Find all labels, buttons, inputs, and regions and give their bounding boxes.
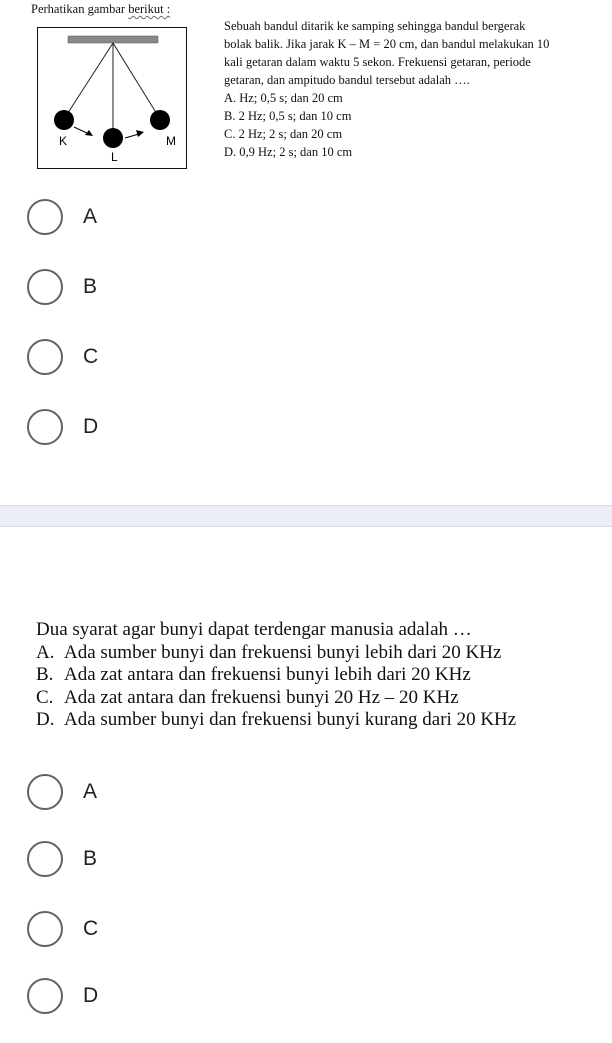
choice-a[interactable]	[0, 756, 612, 828]
question-2-option-c: C. Ada zat antara dan frekuensi bunyi 20 Hz – 20 KHz	[36, 686, 459, 708]
intro-underlined-text: berikut :	[128, 2, 171, 16]
radio-button-icon[interactable]	[27, 978, 63, 1014]
radio-button-icon[interactable]	[27, 199, 63, 235]
question-1-intro	[31, 2, 170, 16]
question-1-line: getaran, dan ampitudo bandul tersebut adalah ….	[224, 73, 470, 87]
choice-a[interactable]	[0, 181, 612, 253]
choice-c[interactable]	[0, 321, 612, 393]
pendulum-figure	[37, 27, 187, 169]
question-2-option-d: D. Ada sumber bunyi dan frekuensi bunyi kurang dari 20 KHz	[36, 709, 517, 730]
choice-label: B	[83, 275, 98, 298]
choice-label: B	[83, 847, 98, 870]
choice-d[interactable]	[0, 960, 612, 1032]
choice-label: D	[83, 984, 99, 1007]
question-divider	[0, 505, 612, 527]
choice-c[interactable]	[0, 893, 612, 965]
bob-l	[103, 128, 123, 148]
question-1-option-c: C. 2 Hz; 2 s; dan 20 cm	[224, 127, 343, 141]
question-2-option-b: B. Ada zat antara dan frekuensi bunyi lebih dari 20 KHz	[36, 664, 471, 685]
radio-button-icon[interactable]	[27, 339, 63, 375]
choice-b[interactable]	[0, 251, 612, 323]
question-1-text	[224, 17, 604, 161]
arrow-m-head	[136, 130, 144, 137]
choice-label: A	[83, 205, 98, 228]
string-k	[64, 43, 113, 119]
intro-text: Perhatikan gambar	[31, 2, 126, 16]
choice-d[interactable]	[0, 391, 612, 463]
radio-button-icon[interactable]	[27, 911, 63, 947]
question-1-line: bolak balik. Jika jarak K – M = 20 cm, dan bandul melakukan 10	[224, 37, 550, 51]
radio-button-icon[interactable]	[27, 774, 63, 810]
label-m: M	[166, 134, 176, 148]
radio-button-icon[interactable]	[27, 409, 63, 445]
question-2-text	[36, 619, 606, 732]
label-k: K	[59, 134, 68, 148]
radio-button-icon[interactable]	[27, 269, 63, 305]
label-l: L	[111, 150, 118, 164]
question-1-line: Sebuah bandul ditarik ke samping sehingga bandul bergerak	[224, 19, 526, 33]
bob-k	[54, 110, 74, 130]
question-1-option-d: D. 0,9 Hz; 2 s; dan 10 cm	[224, 145, 353, 159]
pendulum-support-bar	[68, 36, 158, 43]
choice-label: A	[83, 780, 98, 803]
question-1-option-a: A. Hz; 0,5 s; dan 20 cm	[224, 91, 343, 105]
question-1-line: kali getaran dalam waktu 5 sekon. Frekuensi getaran, periode	[224, 55, 531, 69]
question-1-option-b: B. 2 Hz; 0,5 s; dan 10 cm	[224, 109, 352, 123]
question-2-option-a: A. Ada sumber bunyi dan frekuensi bunyi lebih dari 20 KHz	[36, 641, 502, 663]
choice-b[interactable]	[0, 823, 612, 895]
arrow-m-line	[125, 134, 139, 138]
string-m	[113, 43, 160, 119]
bob-m	[150, 110, 170, 130]
pendulum-diagram	[38, 28, 188, 170]
choice-label: D	[83, 415, 99, 438]
question-2-prompt: Dua syarat agar bunyi dapat terdengar manusia adalah …	[36, 619, 472, 640]
choice-label: C	[83, 345, 99, 368]
choice-label: C	[83, 917, 99, 940]
radio-button-icon[interactable]	[27, 841, 63, 877]
question-1-image	[0, 0, 612, 175]
